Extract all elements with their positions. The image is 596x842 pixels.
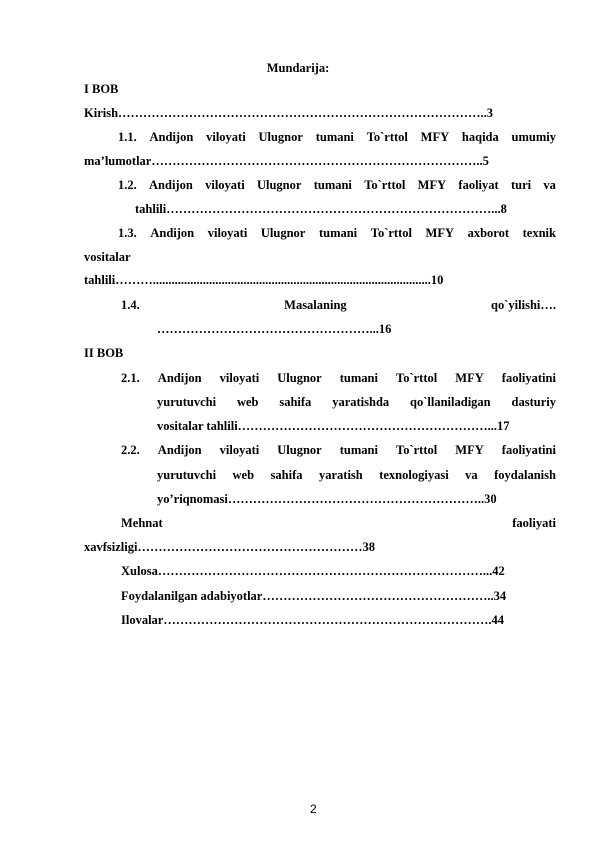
toc-word: Andijon (149, 130, 194, 144)
toc-word: Andijon (150, 226, 195, 240)
toc-entry-xulosa: Xulosa……………………………………………………………………...42 (121, 564, 505, 578)
toc-title: Mundarija: (266, 61, 330, 75)
toc-word: viloyati (219, 443, 260, 457)
toc-word: tumani (339, 443, 378, 457)
toc-entry-ilovalar: Ilovalar…………………………………………………………………….44 (121, 613, 504, 627)
toc-word: 1.3. (118, 226, 137, 240)
toc-word: tumani (315, 130, 354, 144)
toc-word: umumiy (511, 130, 556, 144)
toc-word: tumani (318, 226, 358, 240)
toc-entry-2-1-line2 (157, 395, 556, 410)
toc-word: axborot (467, 226, 510, 240)
toc-word: faoliyatini (501, 443, 556, 457)
toc-word: haqida (461, 130, 499, 144)
toc-word: 1.1. (118, 130, 137, 144)
toc-entry-2-2-line2 (157, 468, 556, 483)
toc-word: viloyati (205, 178, 245, 192)
chapter-2-heading: II BOB (84, 346, 124, 360)
toc-word: sahifa (279, 395, 312, 409)
toc-word: yurutuvchi (157, 468, 217, 482)
toc-entry-1-3-line3: tahlili……….........................................................................................10 (84, 273, 444, 287)
toc-word: Ulugnor (277, 443, 322, 457)
page-number: 2 (310, 802, 317, 816)
toc-word: MFY (455, 371, 484, 385)
toc-entry-1-4-line1 (121, 298, 556, 313)
toc-word: To`rttol (370, 226, 412, 240)
toc-word: texnologiyasi (379, 468, 449, 482)
toc-word: viloyati (206, 130, 246, 144)
toc-word: Ulugnor (256, 178, 302, 192)
toc-word: MFY (417, 178, 447, 192)
toc-word: To`rttol (396, 371, 438, 385)
toc-word: Ulugnor (277, 371, 322, 385)
toc-word: Ulugnor (260, 226, 306, 240)
toc-entry-2-1-line3: vositalar tahlili……………………………………………………...17 (157, 419, 510, 433)
toc-word: To`rttol (364, 178, 406, 192)
toc-entry-2-2-line1 (121, 443, 556, 458)
toc-entry-1-2-line2: tahlili……………………………………………………………………...8 (135, 202, 507, 216)
toc-entry-1-2-line1 (118, 178, 556, 193)
toc-word: faoliyati (512, 516, 556, 530)
toc-word: turi (510, 178, 532, 192)
toc-word: sahifa (270, 468, 303, 482)
toc-word: qo`llaniladigan (410, 395, 491, 409)
toc-entry-foydalanilgan-adabiyotlar: Foydalanilgan adabiyotlar………………………………………………..34 (121, 589, 507, 603)
toc-entry-1-1-line1 (118, 130, 556, 145)
toc-word: yurutuvchi (157, 395, 217, 409)
toc-word: MFY (455, 443, 484, 457)
toc-word: Ulugnor (258, 130, 303, 144)
toc-word: yaratishda (332, 395, 390, 409)
toc-entry-1-3-line1 (118, 226, 556, 241)
toc-word: texnik (522, 226, 556, 240)
toc-word: Masalaning (284, 298, 347, 312)
toc-word: To`rttol (366, 130, 408, 144)
toc-word: viloyati (219, 371, 260, 385)
toc-word: web (236, 395, 259, 409)
toc-word: 2.2. (121, 443, 140, 457)
toc-word: 1.4. (121, 298, 140, 312)
toc-word: Mehnat (121, 516, 163, 530)
toc-word: 2.1. (121, 371, 140, 385)
toc-entry-2-1-line1 (121, 371, 556, 386)
toc-entry-kirish: Kirish……………………………………………………………………………..3 (84, 106, 494, 120)
toc-word: dasturiy (511, 395, 556, 409)
toc-entry-2-2-line3: yo’riqnomasi……………………………………………………..30 (157, 492, 497, 506)
toc-word: va (465, 468, 478, 482)
toc-word: web (232, 468, 255, 482)
chapter-1-heading: I BOB (84, 82, 119, 96)
toc-word: faoliyatini (501, 371, 556, 385)
toc-word: tumani (313, 178, 352, 192)
toc-entry-1-4-line2: ……………………………………………...16 (157, 322, 392, 336)
toc-word: To`rttol (396, 443, 438, 457)
toc-entry-mehnat-line1 (121, 516, 556, 531)
toc-entry-1-1-line2: ma’lumotlar……………………………………………………………………..5 (84, 154, 489, 168)
toc-word: qo`yilishi…. (491, 298, 556, 312)
toc-word: foydalanish (494, 468, 556, 482)
toc-word: 1.2. (118, 178, 137, 192)
toc-word: tumani (339, 371, 378, 385)
toc-word: yaratish (318, 468, 363, 482)
toc-word: MFY (420, 130, 450, 144)
toc-word: Andijon (149, 178, 193, 192)
toc-word: va (543, 178, 556, 192)
toc-word: viloyati (207, 226, 248, 240)
toc-word: MFY (425, 226, 455, 240)
toc-word: Andijon (157, 443, 202, 457)
toc-entry-mehnat-line2: xavfsizligi………………………………………………38 (84, 540, 375, 554)
toc-entry-1-3-line2: vositalar (84, 250, 131, 264)
toc-word: faoliyat (458, 178, 499, 192)
toc-word: Andijon (157, 371, 202, 385)
